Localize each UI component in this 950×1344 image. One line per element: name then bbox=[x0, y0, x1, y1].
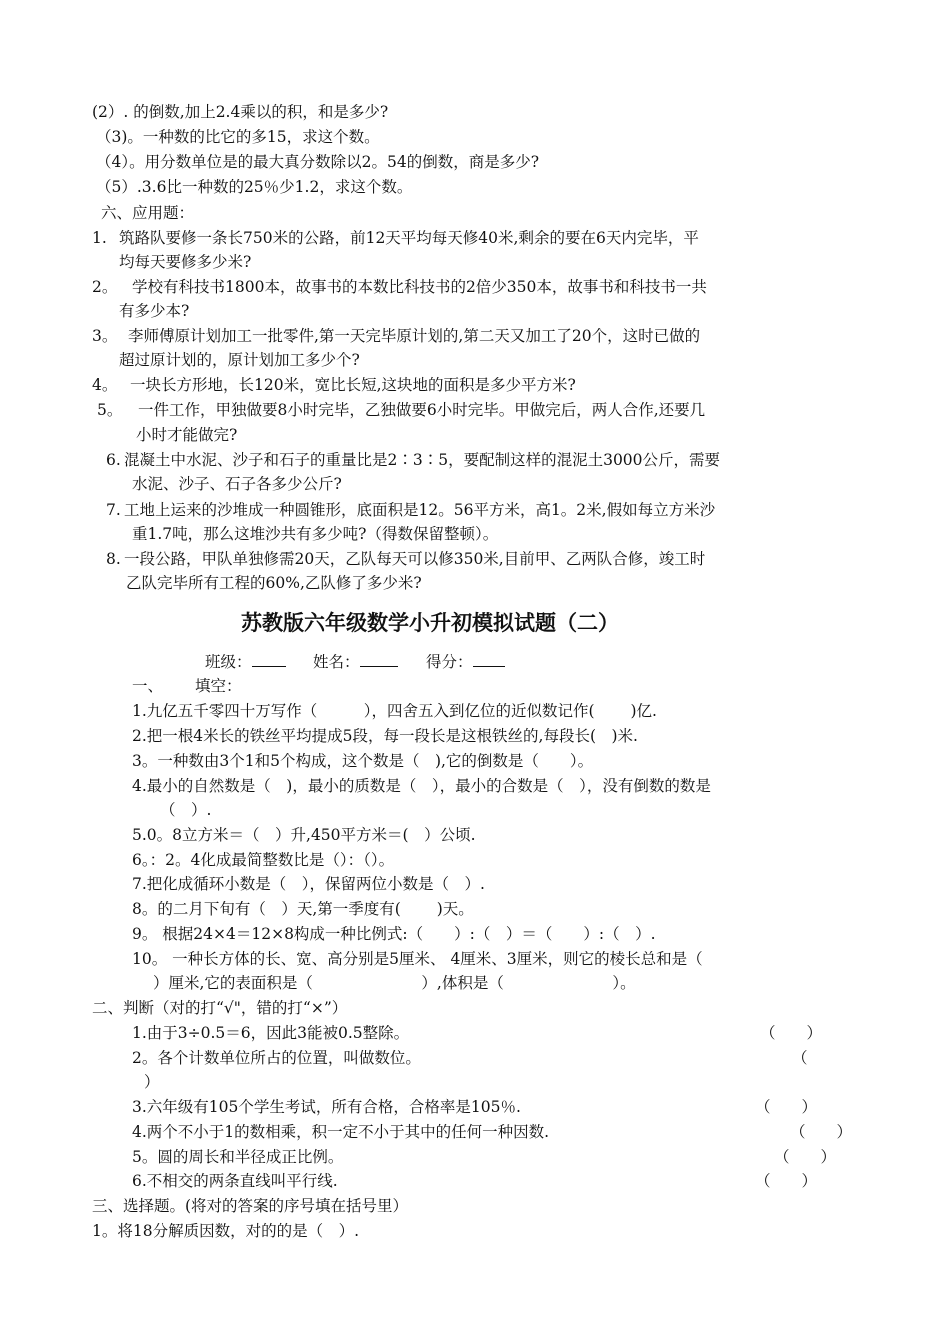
problem-text: 乙队完毕所有工程的60%,乙队修了多少米? bbox=[126, 574, 422, 592]
score-blank[interactable] bbox=[473, 666, 505, 667]
judge-item: 6.不相交的两条直线叫平行线. bbox=[132, 1172, 338, 1190]
problem-number: 4。 bbox=[92, 376, 118, 394]
judge-item: 4.两个不小于1的数相乘，积一定不小于其中的任何一种因数. bbox=[132, 1123, 550, 1141]
score-field bbox=[426, 651, 505, 673]
problem-number: 8. bbox=[106, 550, 121, 568]
section-heading-number: 一、 bbox=[132, 677, 164, 695]
judge-item: 5。圆的周长和半径成正比例。 bbox=[132, 1148, 344, 1166]
problem-text: 超过原计划的，原计划加工多少个? bbox=[119, 351, 360, 369]
problem-text: 水泥、沙子、石子各多少公斤? bbox=[132, 475, 342, 493]
problem-text: 筑路队要修一条长750米的公路，前12天平均每天修40米,剩余的要在6天内完毕，平 bbox=[119, 229, 699, 247]
section-heading: 六、应用题： bbox=[101, 204, 195, 222]
answer-parens[interactable]: （ ） bbox=[755, 1172, 818, 1190]
problem-text: 学校有科技书1800本，故事书的本数比科技书的2倍少350本，故事书和科技书一共 bbox=[132, 278, 707, 296]
answer-paren-open[interactable]: （ bbox=[792, 1049, 808, 1067]
name-label: 姓名： bbox=[313, 653, 360, 671]
fill-item: 2.把一根4米长的铁丝平均提成5段，每一段长是这根铁丝的,每段长( )米. bbox=[132, 727, 638, 745]
fill-item: 6。：2。4化成最简整数比是（）：（）。 bbox=[132, 851, 395, 869]
question-item: (2）. 的倒数,加上2.4乘以的积，和是多少? bbox=[92, 103, 389, 121]
section-heading: 二、判断（对的打“√"，错的打“×”） bbox=[92, 999, 348, 1017]
problem-text: 一段公路，甲队单独修需20天，乙队每天可以修350米,目前甲、乙两队合修，竣工时 bbox=[124, 550, 706, 568]
question-item: （4）。用分数单位是的最大真分数除以2。54的倒数，商是多少? bbox=[96, 153, 540, 171]
fill-item: 4.最小的自然数是（ )，最小的质数是（ ），最小的合数是（ ），没有倒数的数是 bbox=[132, 777, 711, 795]
choice-item: 1。将18分解质因数，对的的是（ ）. bbox=[92, 1222, 360, 1240]
answer-parens[interactable]: （ ） bbox=[760, 1024, 823, 1042]
answer-parens[interactable]: （ ） bbox=[755, 1098, 818, 1116]
problem-text: 有多少本? bbox=[119, 302, 190, 320]
problem-text: 工地上运来的沙堆成一种圆锥形，底面积是12。56平方米，高1。2米,假如每立方米沙 bbox=[124, 501, 716, 519]
answer-paren-close[interactable]: ） bbox=[144, 1073, 160, 1091]
answer-parens[interactable]: （ ） bbox=[790, 1123, 853, 1141]
problem-text: 重1.7吨，那么这堆沙共有多少吨?（得数保留整顿）。 bbox=[132, 525, 499, 543]
fill-item: 9。 根据24×4＝12×8构成一种比例式:（ ）:（ ）＝（ ）:（ ）. bbox=[132, 925, 656, 943]
fill-item: 1.九亿五千零四十万写作（ ），四舍五入到亿位的近似数记作( )亿. bbox=[132, 702, 657, 720]
fill-item: 5.0。8立方米＝（ ）升,450平方米＝( ）公顷. bbox=[132, 826, 476, 844]
answer-parens[interactable]: （ ） bbox=[774, 1148, 837, 1166]
problem-text: 一件工作，甲独做要8小时完毕，乙独做要6小时完毕。甲做完后，两人合作,还要几 bbox=[138, 401, 706, 419]
fill-item-continued: （ ）. bbox=[160, 801, 212, 819]
problem-text: 李师傅原计划加工一批零件,第一天完毕原计划的,第二天又加工了20个，这时已做的 bbox=[128, 327, 701, 345]
question-item: （3)。一种数的比它的多15，求这个数。 bbox=[96, 128, 380, 146]
problem-text: 一块长方形地，长120米，宽比长短,这块地的面积是多少平方米? bbox=[130, 376, 576, 394]
name-field bbox=[313, 651, 398, 673]
section-heading: 三、选择题。(将对的答案的序号填在括号里） bbox=[92, 1197, 409, 1215]
problem-number: 2。 bbox=[92, 278, 118, 296]
class-label: 班级： bbox=[205, 653, 252, 671]
problem-number: 5。 bbox=[97, 401, 123, 419]
fill-item: 7.把化成循环小数是（ ），保留两位小数是（ ）. bbox=[132, 875, 485, 893]
section-heading: 填空： bbox=[195, 677, 242, 695]
judge-item: 3.六年级有105个学生考试，所有合格，合格率是105％. bbox=[132, 1098, 521, 1116]
problem-number: 6. bbox=[106, 451, 121, 469]
exam-title: 苏教版六年级数学小升初模拟试题（二） bbox=[241, 611, 619, 635]
fill-item-continued: ）厘米,它的表面积是（ ）,体积是（ ）。 bbox=[153, 974, 636, 992]
fill-item: 8。的二月下旬有（ ）天,第一季度有( )天。 bbox=[132, 900, 474, 918]
problem-number: 7. bbox=[106, 501, 121, 519]
class-field bbox=[205, 651, 286, 673]
fill-item: 10。 一种长方体的长、宽、高分别是5厘米、 4厘米、3厘米，则它的棱长总和是（ bbox=[132, 950, 703, 968]
class-blank[interactable] bbox=[252, 666, 286, 667]
question-item: （5）.3.6比一种数的25％少1.2，求这个数。 bbox=[96, 178, 413, 196]
judge-item: 2。各个计数单位所占的位置，叫做数位。 bbox=[132, 1049, 421, 1067]
problem-number: 3。 bbox=[92, 327, 118, 345]
problem-text: 均每天要修多少米? bbox=[119, 253, 252, 271]
problem-text: 小时才能做完? bbox=[136, 426, 238, 444]
name-blank[interactable] bbox=[360, 666, 398, 667]
score-label: 得分： bbox=[426, 653, 473, 671]
judge-item: 1.由于3÷0.5＝6，因此3能被0.5整除。 bbox=[132, 1024, 410, 1042]
problem-number: 1. bbox=[92, 229, 107, 247]
problem-text: 混凝土中水泥、沙子和石子的重量比是2∶3∶5，要配制这样的混泥土3000公斤，需要 bbox=[124, 451, 721, 469]
fill-item: 3。一种数由3个1和5个构成，这个数是（ ),它的倒数是（ ）。 bbox=[132, 752, 594, 770]
